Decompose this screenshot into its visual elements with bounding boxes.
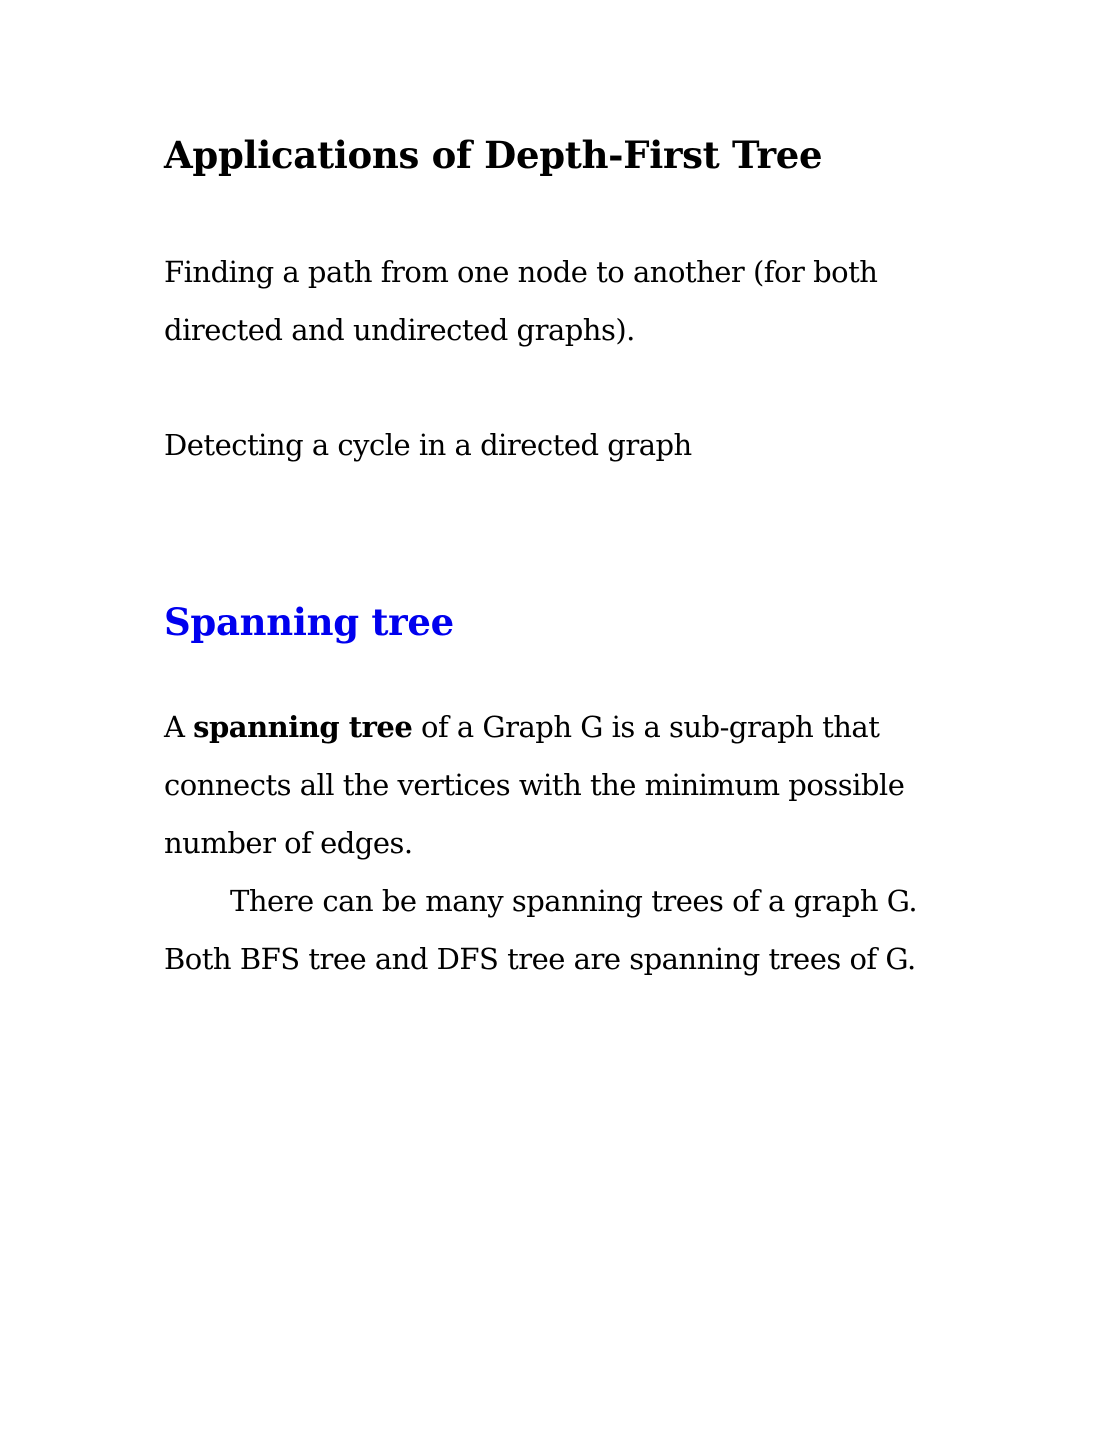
spanning-tree-definition (164, 698, 964, 872)
text-line (164, 698, 964, 756)
definition-text: of a Graph G is a sub-graph that (412, 710, 880, 744)
text-line: Finding a path from one node to another (for both (164, 255, 878, 289)
definition-prefix: A (164, 710, 194, 744)
spanning-tree-note (164, 872, 984, 988)
text-line: directed and undirected graphs). (164, 313, 635, 347)
application-path-finding (164, 243, 944, 359)
page-title: Applications of Depth-First Tree (164, 133, 823, 177)
section-heading-spanning-tree: Spanning tree (164, 600, 454, 644)
text-line: number of edges. (164, 826, 413, 860)
definition-term: spanning tree (193, 710, 413, 744)
application-cycle-detection: Detecting a cycle in a directed graph (164, 428, 692, 462)
text-line: Both BFS tree and DFS tree are spanning trees of G. (164, 942, 916, 976)
text-line: connects all the vertices with the minimum possible (164, 768, 905, 802)
text-line: There can be many spanning trees of a graph G. (230, 884, 918, 918)
